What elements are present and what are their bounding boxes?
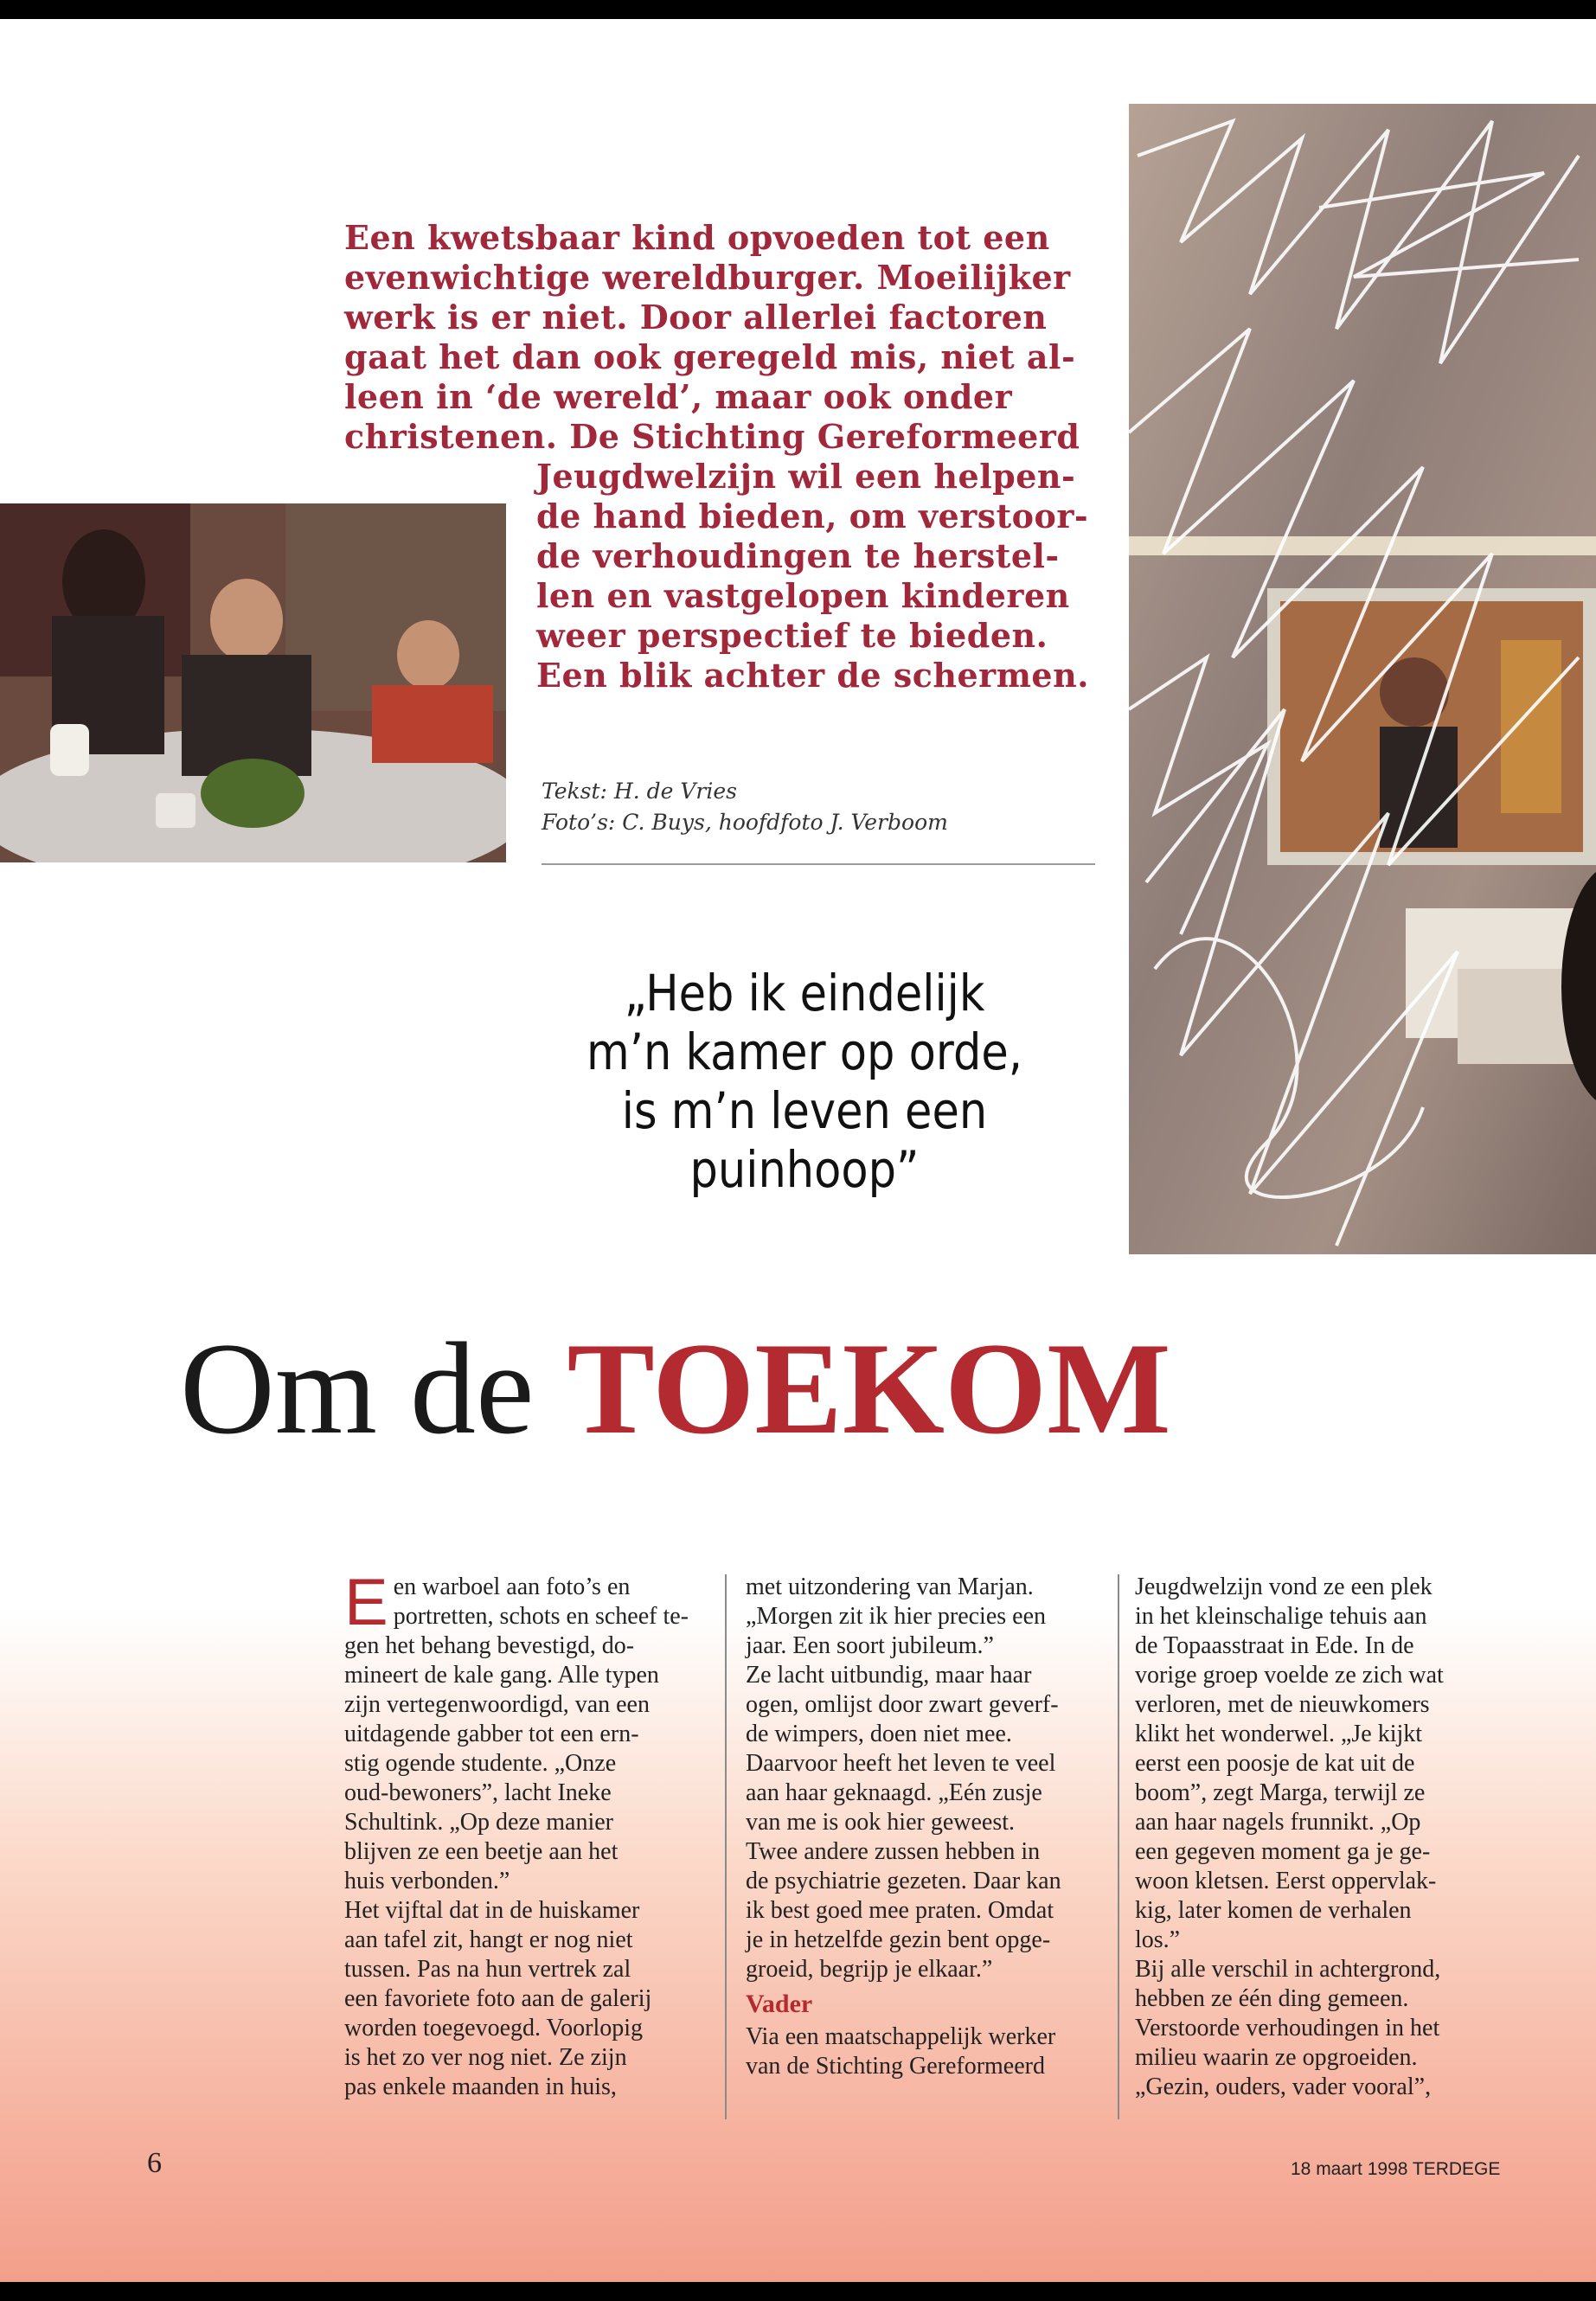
body-line: Bij alle verschil in achtergrond, <box>1135 1956 1441 1983</box>
body-line: huis verbonden.” <box>344 1868 510 1894</box>
intro-line: werk is er niet. Door allerlei factoren <box>344 298 1048 336</box>
body-line: jaar. Een soort jubileum.” <box>746 1632 994 1659</box>
body-line: mineert de kale gang. Alle typen <box>344 1662 659 1689</box>
body-column-2 <box>746 1573 1109 2081</box>
intro-line: Een kwetsbaar kind opvoeden tot een <box>344 218 1050 257</box>
quote-line: m’n kamer op orde, <box>586 1022 1022 1081</box>
body-line: kig, later komen de verhalen <box>1135 1897 1412 1924</box>
subheading-vader: Vader <box>746 1990 813 2018</box>
body-line: eerst een poosje de kat uit de <box>1135 1750 1415 1777</box>
body-line: los.” <box>1135 1926 1181 1953</box>
intro-line: leen in ‘de wereld’, maar ook onder <box>344 377 1013 416</box>
body-line: en warboel aan foto’s en <box>393 1574 631 1600</box>
headline-light: Om de <box>180 1316 567 1461</box>
body-line: worden toegevoegd. Voorlopig <box>344 2015 644 2041</box>
headline-strong: TOEKOM <box>567 1316 1171 1461</box>
credits <box>542 776 1095 838</box>
credits-divider <box>542 863 1095 865</box>
body-line: je in hetzelfde gezin bent opge- <box>746 1926 1051 1953</box>
body-line: de Topaasstraat in Ede. In de <box>1135 1632 1414 1659</box>
body-line: met uitzondering van Marjan. <box>746 1574 1034 1600</box>
body-line: van me is ook hier geweest. <box>746 1809 1016 1836</box>
body-line: ogen, omlijst door zwart geverf- <box>746 1691 1059 1718</box>
top-border <box>0 0 1596 19</box>
body-line: is het zo ver nog niet. Ze zijn <box>344 2044 627 2071</box>
bottom-border <box>0 2282 1596 2301</box>
body-line: „Morgen zit ik hier precies een <box>746 1603 1047 1630</box>
body-line: klikt het wonderwel. „Je kijkt <box>1135 1721 1423 1747</box>
body-line: stig ogende studente. „Onze <box>344 1750 617 1777</box>
body-line: ik best goed mee praten. Omdat <box>746 1897 1054 1924</box>
body-line: Twee andere zussen hebben in <box>746 1838 1041 1865</box>
main-photo <box>1129 104 1596 1254</box>
photo-credit: Foto’s: C. Buys, hoofdfoto J. Verboom <box>542 810 948 835</box>
body-line: zijn vertegenwoordigd, van een <box>344 1691 650 1718</box>
body-line: aan haar nagels frunnikt. „Op <box>1135 1809 1421 1836</box>
pull-quote <box>522 964 1086 1199</box>
body-line: Via een maatschappelijk werker <box>746 2023 1056 2050</box>
intro-line: christenen. De Stichting Gereformeerd <box>344 417 1080 456</box>
main-photo-art <box>1129 104 1596 1254</box>
body-line: een gegeven moment ga je ge- <box>1135 1838 1431 1865</box>
body-column-3 <box>1135 1573 1498 2102</box>
body-line: portretten, schots en scheef te- <box>393 1603 689 1630</box>
body-line: Verstoorde verhoudingen in het <box>1135 2015 1440 2041</box>
headline <box>180 1315 1171 1462</box>
intro-line: Jeugdwelzijn wil een helpen- <box>536 457 1076 496</box>
body-line: vorige groep voelde ze zich wat <box>1135 1662 1444 1689</box>
page-number: 6 <box>147 2147 162 2179</box>
body-line: aan haar geknaagd. „Eén zusje <box>746 1779 1042 1806</box>
quote-line: „Heb ik eindelijk <box>624 964 985 1022</box>
text-credit: Tekst: H. de Vries <box>542 779 737 804</box>
body-line: blijven ze een beetje aan het <box>344 1838 619 1865</box>
body-line: pas enkele maanden in huis, <box>344 2073 617 2100</box>
quote-line: is m’n leven een <box>621 1081 988 1140</box>
quote-line: puinhoop” <box>689 1140 920 1199</box>
body-line: de psychiatrie gezeten. Daar kan <box>746 1868 1061 1894</box>
footer-issue-date: 18 maart 1998 TERDEGE <box>1291 2159 1501 2179</box>
body-line: Jeugdwelzijn vond ze een plek <box>1135 1574 1433 1600</box>
body-line: Daarvoor heeft het leven te veel <box>746 1750 1056 1777</box>
body-line: hebben ze één ding gemeen. <box>1135 1985 1409 2012</box>
intro-line: Een blik achter de schermen. <box>536 656 1089 695</box>
intro-line: de hand bieden, om verstoor- <box>536 497 1089 535</box>
intro-paragraph <box>344 218 1106 695</box>
drop-cap: E <box>344 1566 388 1639</box>
column-divider <box>1118 1574 1119 2119</box>
column-divider <box>725 1574 727 2119</box>
body-line: oud-bewoners”, lacht Ineke <box>344 1779 612 1806</box>
body-column-1 <box>344 1566 708 2102</box>
body-line: groeid, begrijp je elkaar.” <box>746 1956 993 1983</box>
body-line: boom”, zegt Marga, terwijl ze <box>1135 1779 1426 1806</box>
body-line: verloren, met de nieuwkomers <box>1135 1691 1430 1718</box>
intro-line: de verhoudingen te herstel- <box>536 536 1060 575</box>
body-line: uitdagende gabber tot een ern- <box>344 1721 639 1747</box>
body-line: tussen. Pas na hun vertrek zal <box>344 1956 631 1983</box>
body-line: „Gezin, ouders, vader vooral”, <box>1135 2073 1432 2100</box>
body-line: de wimpers, doen niet mee. <box>746 1721 1012 1747</box>
body-line: woon kletsen. Eerst oppervlak- <box>1135 1868 1437 1894</box>
body-line: gen het behang bevestigd, do- <box>344 1632 635 1659</box>
intro-line: weer perspectief te bieden. <box>536 616 1048 655</box>
intro-line: len en vastgelopen kinderen <box>536 576 1070 615</box>
body-line: Schultink. „Op deze manier <box>344 1809 614 1836</box>
intro-line: evenwichtige wereldburger. Moeilijker <box>344 258 1071 297</box>
body-line: aan tafel zit, hangt er nog niet <box>344 1926 633 1953</box>
body-line: in het kleinschalige tehuis aan <box>1135 1603 1427 1630</box>
body-line: Ze lacht uitbundig, maar haar <box>746 1662 1032 1689</box>
body-line: een favoriete foto aan de galerij <box>344 1985 652 2012</box>
body-line: milieu waarin ze opgroeiden. <box>1135 2044 1418 2071</box>
body-line: van de Stichting Gereformeerd <box>746 2053 1045 2080</box>
body-line: Het vijftal dat in de huiskamer <box>344 1897 640 1924</box>
intro-line: gaat het dan ook geregeld mis, niet al- <box>344 337 1076 376</box>
